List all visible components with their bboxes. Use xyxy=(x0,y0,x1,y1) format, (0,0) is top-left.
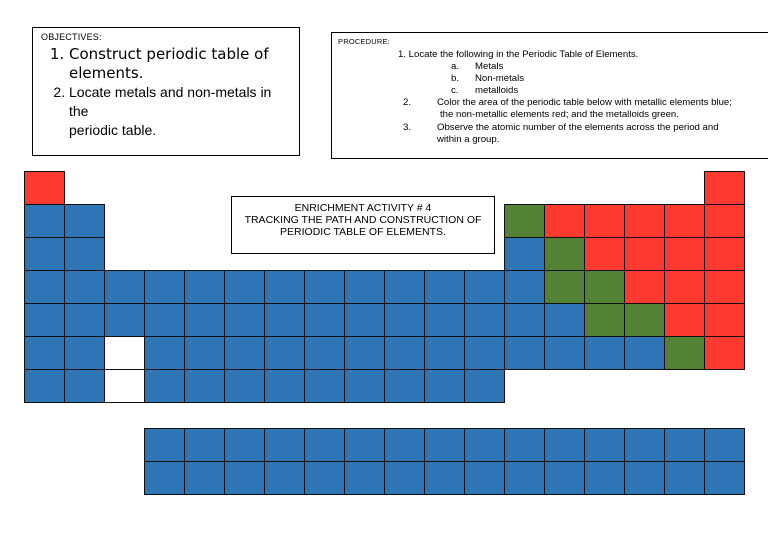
element-cell-r5-c16 xyxy=(624,303,665,337)
f-block-cell-r2-c6 xyxy=(224,461,265,495)
element-cell-r4-c18 xyxy=(704,270,745,304)
element-cell-r4-c6 xyxy=(224,270,265,304)
element-cell-r2-c18 xyxy=(704,204,745,238)
f-block-cell-r2-c11 xyxy=(424,461,465,495)
f-block-cell-r1-c9 xyxy=(344,428,385,462)
element-cell-r5-c9 xyxy=(344,303,385,337)
element-cell-r6-c6 xyxy=(224,336,265,370)
element-cell-r4-c13 xyxy=(504,270,545,304)
element-cell-r5-c14 xyxy=(544,303,585,337)
element-cell-r7-c7 xyxy=(264,369,305,403)
f-block-cell-r1-c6 xyxy=(224,428,265,462)
f-block-cell-r1-c16 xyxy=(624,428,665,462)
objective-1-text: Construct periodic table of xyxy=(69,45,269,63)
element-cell-r6-c9 xyxy=(344,336,385,370)
element-cell-r4-c2 xyxy=(64,270,105,304)
f-block-cell-r2-c8 xyxy=(304,461,345,495)
element-cell-r5-c18 xyxy=(704,303,745,337)
procedure-step-3-num: 3. xyxy=(403,122,412,133)
element-cell-r6-c5 xyxy=(184,336,225,370)
f-block-cell-r1-c13 xyxy=(504,428,545,462)
objective-item-2 xyxy=(69,83,291,140)
enrichment-line-1: ENRICHMENT ACTIVITY # 4 xyxy=(294,202,432,214)
element-cell-r2-c13 xyxy=(504,204,545,238)
f-block-cell-r1-c18 xyxy=(704,428,745,462)
element-cell-r2-c17 xyxy=(664,204,705,238)
element-cell-r4-c11 xyxy=(424,270,465,304)
element-cell-r1-c1 xyxy=(24,171,65,205)
objective-2-cont: periodic table. xyxy=(69,122,157,138)
objective-1-cont: elements. xyxy=(69,64,144,82)
element-cell-r7-c9 xyxy=(344,369,385,403)
element-cell-r5-c11 xyxy=(424,303,465,337)
element-cell-r3-c13 xyxy=(504,237,545,271)
element-cell-r6-c18 xyxy=(704,336,745,370)
element-cell-r6-c1 xyxy=(24,336,65,370)
objectives-box xyxy=(32,27,300,156)
element-cell-r6-c10 xyxy=(384,336,425,370)
f-block-cell-r2-c4 xyxy=(144,461,185,495)
f-block-cell-r1-c15 xyxy=(584,428,625,462)
element-cell-r6-c3 xyxy=(104,336,145,370)
element-cell-r6-c2 xyxy=(64,336,105,370)
element-cell-r5-c3 xyxy=(104,303,145,337)
procedure-sub-b: Non-metals xyxy=(475,73,525,84)
element-cell-r5-c6 xyxy=(224,303,265,337)
objective-item-1 xyxy=(69,45,291,83)
element-cell-r4-c16 xyxy=(624,270,665,304)
element-cell-r7-c8 xyxy=(304,369,345,403)
element-cell-r5-c7 xyxy=(264,303,305,337)
element-cell-r7-c5 xyxy=(184,369,225,403)
element-cell-r4-c1 xyxy=(24,270,65,304)
f-block-cell-r1-c4 xyxy=(144,428,185,462)
element-cell-r3-c16 xyxy=(624,237,665,271)
f-block-cell-r1-c10 xyxy=(384,428,425,462)
element-cell-r6-c15 xyxy=(584,336,625,370)
element-cell-r3-c15 xyxy=(584,237,625,271)
f-block-cell-r2-c5 xyxy=(184,461,225,495)
element-cell-r7-c12 xyxy=(464,369,505,403)
objective-2-text: Locate metals and non-metals in the xyxy=(69,84,272,119)
element-cell-r7-c6 xyxy=(224,369,265,403)
element-cell-r4-c8 xyxy=(304,270,345,304)
f-block-cell-r2-c14 xyxy=(544,461,585,495)
procedure-sub-b-label: b. xyxy=(451,73,460,84)
procedure-sub-a-label: a. xyxy=(451,61,460,72)
f-block-cell-r2-c13 xyxy=(504,461,545,495)
f-block-cell-r2-c17 xyxy=(664,461,705,495)
element-cell-r3-c14 xyxy=(544,237,585,271)
element-cell-r6-c12 xyxy=(464,336,505,370)
element-cell-r6-c7 xyxy=(264,336,305,370)
element-cell-r5-c12 xyxy=(464,303,505,337)
f-block-cell-r2-c7 xyxy=(264,461,305,495)
element-cell-r5-c5 xyxy=(184,303,225,337)
element-cell-r6-c13 xyxy=(504,336,545,370)
f-block-cell-r1-c17 xyxy=(664,428,705,462)
element-cell-r4-c4 xyxy=(144,270,185,304)
element-cell-r5-c13 xyxy=(504,303,545,337)
procedure-sub-c: metalloids xyxy=(475,85,519,96)
element-cell-r2-c16 xyxy=(624,204,665,238)
procedure-step-1: 1. Locate the following in the Periodic Table of Elements. xyxy=(398,49,639,60)
f-block-cell-r2-c16 xyxy=(624,461,665,495)
f-block-cell-r1-c12 xyxy=(464,428,505,462)
f-block-cell-r2-c15 xyxy=(584,461,625,495)
element-cell-r6-c17 xyxy=(664,336,705,370)
element-cell-r5-c17 xyxy=(664,303,705,337)
element-cell-r5-c15 xyxy=(584,303,625,337)
element-cell-r2-c1 xyxy=(24,204,65,238)
procedure-step-2-cont: the non-metallic elements red; and the metalloids green. xyxy=(440,109,679,120)
f-block-cell-r1-c7 xyxy=(264,428,305,462)
element-cell-r2-c2 xyxy=(64,204,105,238)
element-cell-r4-c17 xyxy=(664,270,705,304)
procedure-sub-c-label: c. xyxy=(451,85,459,96)
f-block-cell-r2-c10 xyxy=(384,461,425,495)
procedure-step-2: Color the area of the periodic table below with metallic elements blue; xyxy=(437,97,732,108)
objectives-header: OBJECTIVES: xyxy=(41,32,102,42)
element-cell-r4-c5 xyxy=(184,270,225,304)
element-cell-r4-c10 xyxy=(384,270,425,304)
element-cell-r4-c12 xyxy=(464,270,505,304)
f-block-cell-r2-c9 xyxy=(344,461,385,495)
procedure-step-3-cont: within a group. xyxy=(437,134,500,145)
procedure-sub-a: Metals xyxy=(475,61,504,72)
element-cell-r6-c11 xyxy=(424,336,465,370)
f-block-cell-r1-c8 xyxy=(304,428,345,462)
element-cell-r7-c4 xyxy=(144,369,185,403)
enrichment-line-3: PERIODIC TABLE OF ELEMENTS. xyxy=(280,226,446,238)
element-cell-r5-c8 xyxy=(304,303,345,337)
element-cell-r5-c4 xyxy=(144,303,185,337)
element-cell-r6-c4 xyxy=(144,336,185,370)
element-cell-r7-c2 xyxy=(64,369,105,403)
element-cell-r6-c14 xyxy=(544,336,585,370)
element-cell-r3-c2 xyxy=(64,237,105,271)
element-cell-r4-c14 xyxy=(544,270,585,304)
element-cell-r4-c7 xyxy=(264,270,305,304)
element-cell-r3-c17 xyxy=(664,237,705,271)
enrichment-line-2: TRACKING THE PATH AND CONSTRUCTION OF xyxy=(244,214,482,226)
f-block-cell-r2-c12 xyxy=(464,461,505,495)
element-cell-r1-c18 xyxy=(704,171,745,205)
element-cell-r4-c15 xyxy=(584,270,625,304)
f-block-cell-r1-c5 xyxy=(184,428,225,462)
procedure-header: PROCEDURE: xyxy=(338,37,391,46)
f-block-cell-r1-c11 xyxy=(424,428,465,462)
enrichment-title-box xyxy=(231,196,495,254)
element-cell-r2-c14 xyxy=(544,204,585,238)
element-cell-r5-c10 xyxy=(384,303,425,337)
procedure-step-3: Observe the atomic number of the elements across the period and xyxy=(437,122,719,133)
procedure-step-2-num: 2. xyxy=(403,97,412,108)
element-cell-r6-c16 xyxy=(624,336,665,370)
procedure-box xyxy=(331,32,768,159)
f-block-cell-r1-c14 xyxy=(544,428,585,462)
element-cell-r4-c3 xyxy=(104,270,145,304)
element-cell-r5-c1 xyxy=(24,303,65,337)
element-cell-r4-c9 xyxy=(344,270,385,304)
element-cell-r2-c15 xyxy=(584,204,625,238)
element-cell-r7-c3 xyxy=(104,369,145,403)
element-cell-r7-c11 xyxy=(424,369,465,403)
element-cell-r5-c2 xyxy=(64,303,105,337)
element-cell-r7-c10 xyxy=(384,369,425,403)
element-cell-r3-c1 xyxy=(24,237,65,271)
element-cell-r7-c1 xyxy=(24,369,65,403)
element-cell-r6-c8 xyxy=(304,336,345,370)
element-cell-r3-c18 xyxy=(704,237,745,271)
f-block-cell-r2-c18 xyxy=(704,461,745,495)
